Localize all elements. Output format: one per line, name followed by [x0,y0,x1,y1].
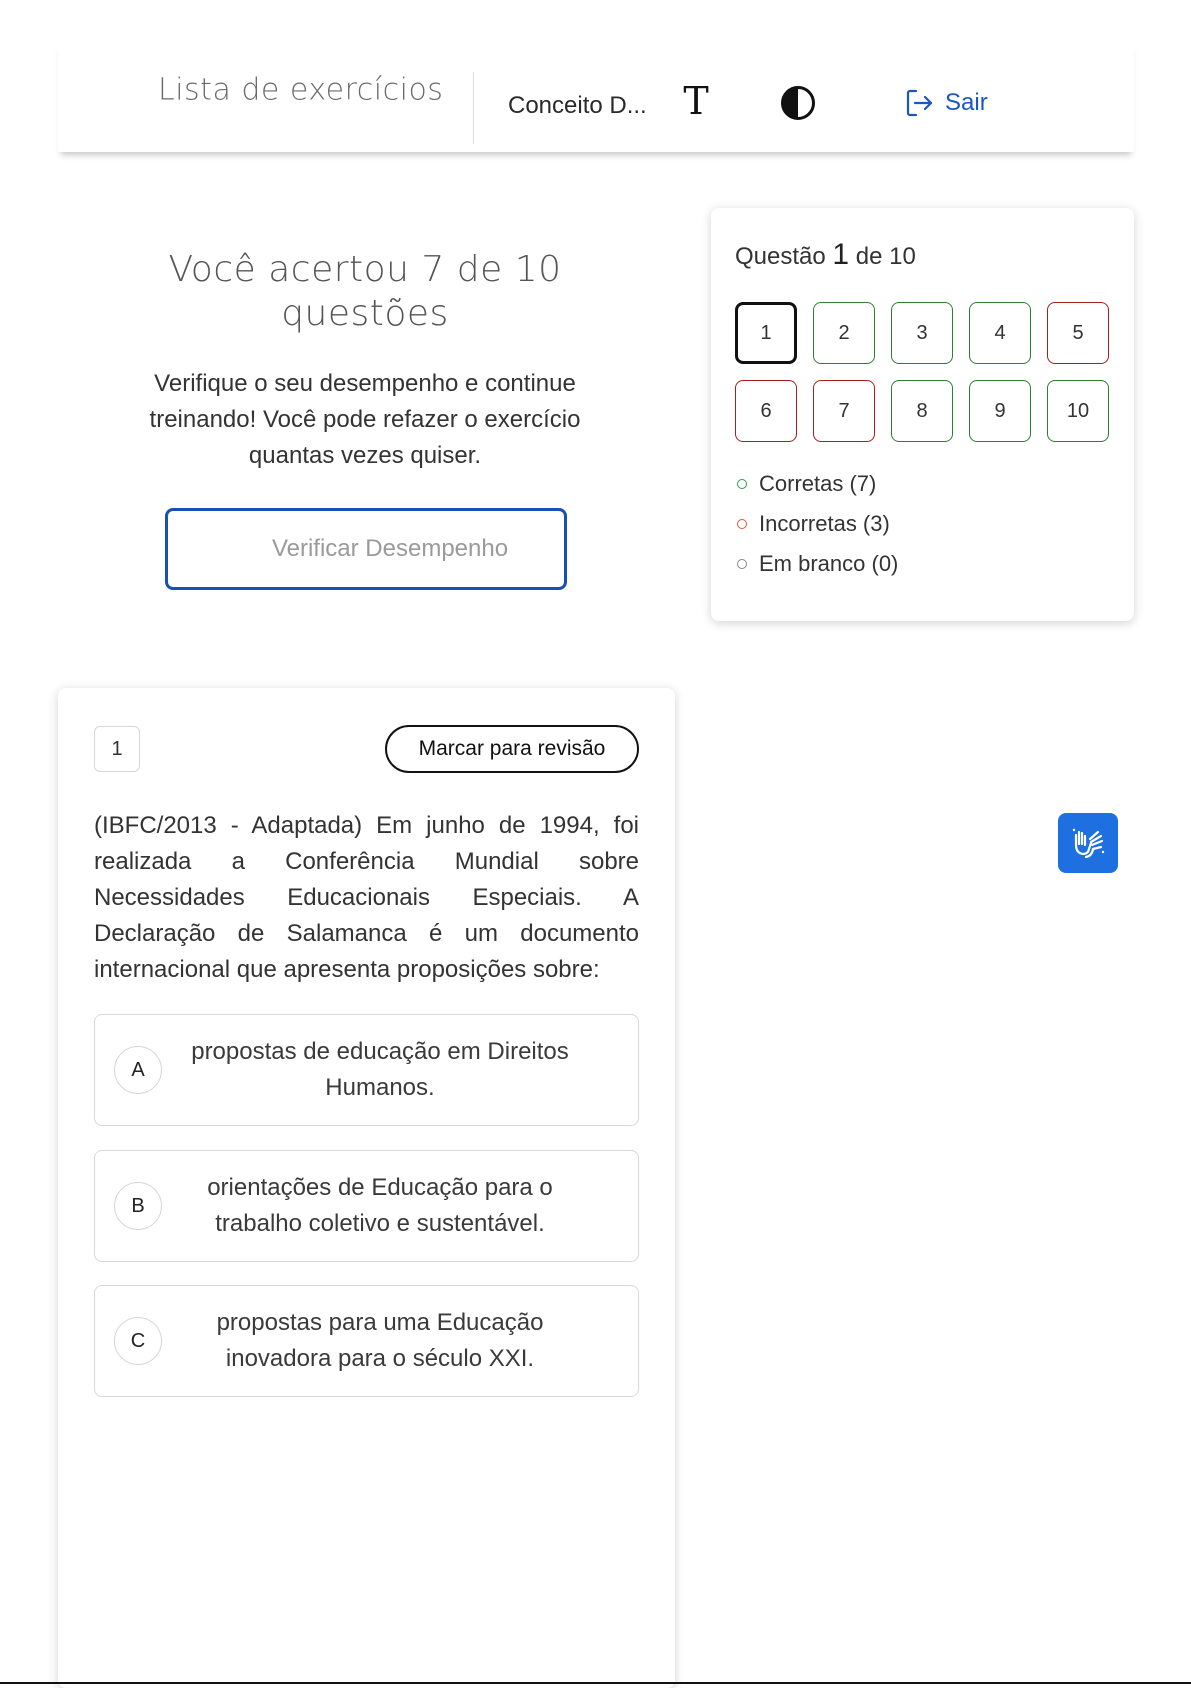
navigator-current: 1 [832,238,850,271]
option-text: propostas para uma Educação inovadora para o século XXI. [216,1309,544,1372]
option-c[interactable] [94,1285,639,1397]
question-statement: (IBFC/2013 - Adaptada) Em junho de 1994, foi realizada a Conferência Mundial sobre Necessidades Educacionais Especiais. A Declaração de Salamanca é um documento internacional que apresenta proposições sobre: [94,812,639,983]
question-button-7[interactable]: 7 [813,380,875,442]
question-button-1[interactable]: 1 [735,302,797,364]
question-grid [735,302,1109,442]
option-text: propostas de educação em Direitos Humanos. [191,1038,569,1101]
result-description: Verifique o seu desempenho e continue treinando! Você pode refazer o exercício quantas vezes quiser. [149,370,581,469]
blank-dot-icon [737,559,747,569]
option-a[interactable] [94,1014,639,1126]
logout-label: Sair [945,89,988,116]
navigator-prefix: Questão [735,243,826,270]
option-letter: A [114,1046,162,1094]
option-letter: C [114,1317,162,1365]
question-button-2[interactable]: 2 [813,302,875,364]
legend-correct-label: Corretas (7) [759,471,877,496]
question-button-3[interactable]: 3 [891,302,953,364]
question-number-badge: 1 [94,726,140,772]
bottom-divider [0,1682,1191,1684]
legend-incorrect-label: Incorretas (3) [759,511,890,536]
question-button-6[interactable]: 6 [735,380,797,442]
text-size-icon[interactable]: T [683,79,709,123]
question-button-10[interactable]: 10 [1047,380,1109,442]
mark-for-review-button[interactable]: Marcar para revisão [385,725,639,773]
question-button-4[interactable]: 4 [969,302,1031,364]
logout-icon [905,88,935,118]
verify-performance-button[interactable]: Verificar Desempenho [165,508,567,590]
option-b[interactable] [94,1150,639,1262]
sign-language-hands-icon [1068,823,1108,863]
option-text: orientações de Educação para o trabalho coletivo e sustentável. [207,1174,553,1237]
navigator-heading [735,238,916,272]
result-title: Você acertou 7 de 10 questões [168,249,562,334]
legend-incorrect [735,504,898,544]
correct-dot-icon [737,479,747,489]
legend-correct [735,464,898,504]
status-legend [735,464,898,584]
question-button-9[interactable]: 9 [969,380,1031,442]
logout-button[interactable] [905,88,988,118]
legend-blank [735,544,898,584]
option-letter: B [114,1182,162,1230]
question-navigator [711,208,1134,621]
contrast-icon[interactable] [780,85,816,121]
incorrect-dot-icon [737,519,747,529]
sign-language-button[interactable] [1058,813,1118,873]
question-button-5[interactable]: 5 [1047,302,1109,364]
header-divider [473,72,474,144]
navigator-suffix: de 10 [855,243,916,270]
legend-blank-label: Em branco (0) [759,551,899,576]
question-card [58,688,675,1688]
page-title: Lista de exercícios [158,72,444,108]
topic-title: Conceito D... [508,92,647,119]
question-button-8[interactable]: 8 [891,380,953,442]
